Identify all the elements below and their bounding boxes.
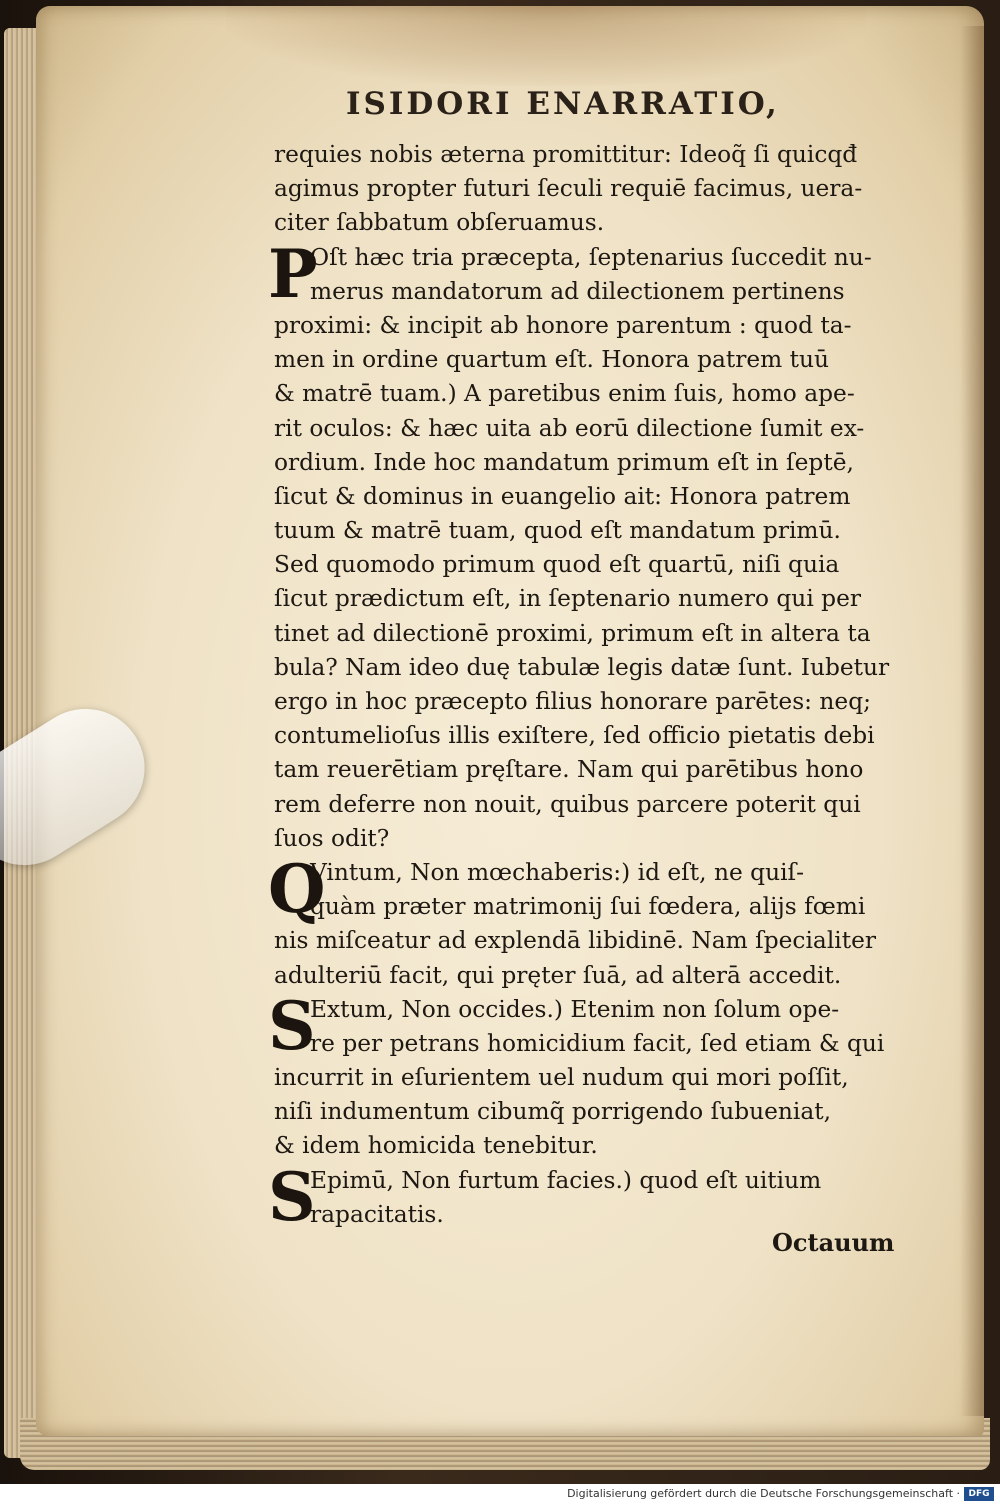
text-line: men in ordine quartum eſt. Honora patrem tuū	[274, 346, 830, 374]
text-line: ergo in hoc præcepto filius honorare parētes: neq;	[274, 688, 871, 715]
text-line: rem deferre non nouit, quibus parcere poterit qui	[274, 790, 861, 818]
initial-letter-p: P	[268, 234, 318, 313]
text-line: rit oculos: & hæc uita ab eorū dilectione ſumit ex-	[274, 414, 865, 442]
text-line: Extum, Non occides.) Etenim non ſolum ope-	[310, 995, 840, 1023]
text-line: & idem homicida tenebitur.	[274, 1132, 598, 1160]
text-line: re per petrans homicidium facit, ſed etiam & qui	[310, 1029, 885, 1057]
digitization-footer	[0, 1484, 1000, 1506]
paragraph-quintum	[268, 849, 914, 928]
catchword: Octauum	[772, 1228, 895, 1257]
text-line: tuum & matrē tuam, quod eſt mandatum primū.	[274, 517, 841, 545]
text-line: Vintum, Non mœchaberis:) id eſt, ne quiſ-	[310, 858, 805, 886]
text-line: quàm præter matrimonij ſui fœdera, alijs fœmi	[310, 893, 866, 921]
dfg-logo-icon: DFG	[964, 1487, 994, 1501]
text-line: agimus propter futuri ſeculi requiē facimus, uera-	[274, 175, 863, 203]
running-head: ISIDORI ENARRATIO,	[346, 86, 780, 122]
text-line: incurrit in eſurientem uel nudum qui mori poſſit,	[274, 1064, 849, 1092]
paragraph-sextum	[268, 986, 914, 1065]
paragraph-septimum	[268, 1157, 914, 1236]
text-line: rapacitatis.	[310, 1200, 444, 1228]
text-line: ſuos odit?	[274, 824, 390, 852]
text-line: ordium. Inde hoc mandatum primum eſt in ſeptē,	[274, 448, 854, 476]
text-line: bula? Nam ideo duę tabulæ legis datæ ſunt. Iubetur	[274, 653, 890, 681]
text-line: citer ſabbatum obſeruamus.	[274, 209, 605, 237]
text-line: ſicut & dominus in euangelio ait: Honora patrem	[274, 482, 851, 510]
text-line: proximi: & incipit ab honore parentum : quod ta-	[274, 311, 852, 339]
text-line: nis miſceatur ad explendā libidinē. Nam ſpecialiter	[274, 927, 877, 955]
text-line: contumelioſus illis exiſtere, ſed officio pietatis debi	[274, 722, 875, 750]
text-line: Oſt hæc tria præcepta, ſeptenarius ſuccedit nu-	[310, 243, 872, 271]
paragraph-post	[268, 234, 914, 313]
text-line: Epimū, Non furtum facies.) quod eſt uitium	[310, 1166, 822, 1194]
text-line: requies nobis æterna promittitur: Ideoq̃ ſi quicqđ	[274, 141, 858, 168]
initial-letter-s: S	[268, 986, 316, 1065]
main-text	[268, 138, 914, 1236]
initial-letter-q: Q	[268, 849, 326, 928]
text-line: tinet ad dilectionē proximi, primum eſt in altera ta	[274, 619, 871, 647]
text-line: ſicut prædictum eſt, in ſeptenario numero qui per	[274, 585, 862, 613]
text-line: merus mandatorum ad dilectionem pertinens	[310, 277, 845, 305]
text-line: & matrē tuam.) A paretibus enim ſuis, homo ape-	[274, 380, 855, 408]
initial-letter-s: S	[268, 1157, 316, 1236]
text-line: niſi indumentum cibumq̃ porrigendo ſubueniat,	[274, 1098, 832, 1126]
text-line: adulteriū facit, qui pręter ſuā, ad alterā accedit.	[274, 961, 842, 989]
footer-credit: Digitalisierung gefördert durch die Deutsche Forschungsgemeinschaft ·	[567, 1487, 960, 1500]
text-line: Sed quomodo primum quod eſt quartū, niſi quia	[274, 551, 840, 579]
text-line: tam reuerētiam pręſtare. Nam qui parētibus hono	[274, 756, 864, 784]
